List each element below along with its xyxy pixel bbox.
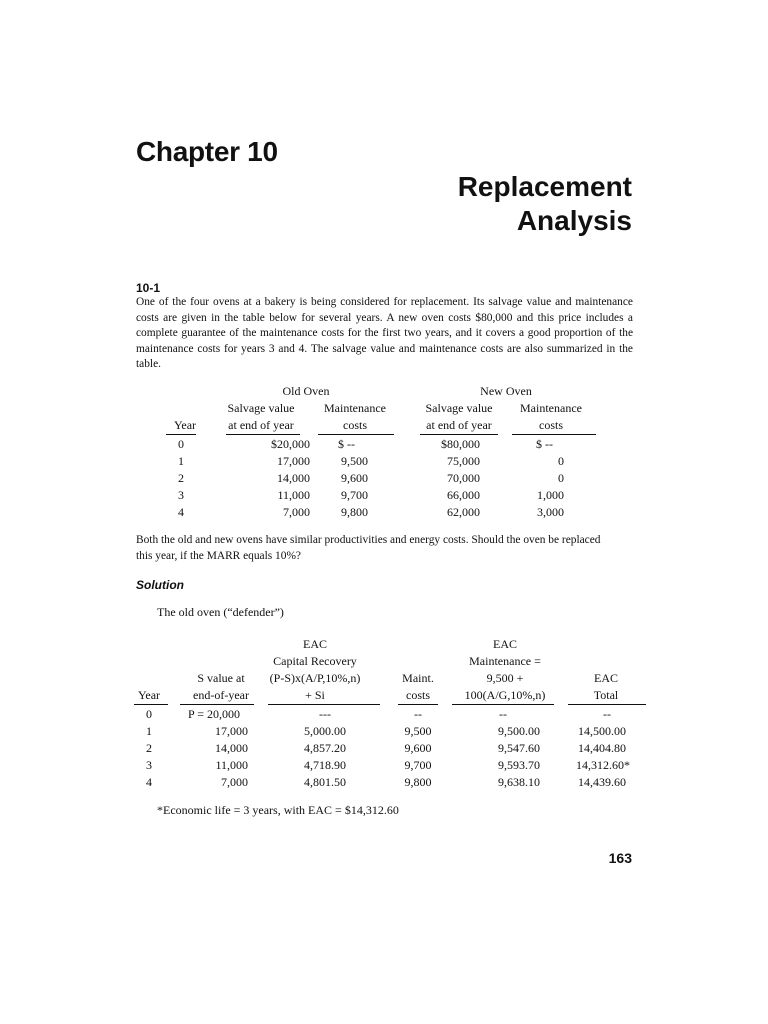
table2-cell: 9,700 bbox=[404, 758, 432, 772]
table2-cell: 3 bbox=[146, 758, 152, 772]
table1-header: costs bbox=[343, 418, 367, 432]
table2-cell: 14,439.60 bbox=[578, 775, 626, 789]
table1-header: Salvage value bbox=[227, 401, 295, 415]
table1-header-rule bbox=[512, 434, 596, 435]
table2-cell: 14,312.60* bbox=[576, 758, 630, 772]
table2-header: S value at bbox=[197, 671, 245, 685]
table2-header: EAC bbox=[493, 637, 517, 651]
table2-cell: 9,600 bbox=[404, 741, 432, 755]
table1-header: Maintenance bbox=[324, 401, 386, 415]
table2-cell: 9,547.60 bbox=[498, 741, 540, 755]
table2-cell: 4,857.20 bbox=[304, 741, 346, 755]
table2-cell: 14,404.80 bbox=[578, 741, 626, 755]
table2-cell: 17,000 bbox=[215, 724, 248, 738]
table2-cell: --- bbox=[319, 707, 331, 721]
table2-cell: P = 20,000 bbox=[188, 707, 240, 721]
chapter-title-line-1: Replacement bbox=[457, 171, 632, 202]
table1-header: at end of year bbox=[228, 418, 294, 432]
table2-header: end-of-year bbox=[193, 688, 249, 702]
table1-cell: 17,000 bbox=[277, 454, 310, 468]
table1-cell: 9,700 bbox=[341, 488, 368, 502]
chapter-title-line-2: Analysis bbox=[516, 205, 632, 236]
table1-cell: $80,000 bbox=[441, 437, 480, 451]
table2-header: 9,500 + bbox=[486, 671, 524, 685]
footnote: *Economic life = 3 years, with EAC = $14,312.60 bbox=[157, 803, 399, 817]
table1-header-rule bbox=[226, 434, 300, 435]
table2-header: EAC bbox=[303, 637, 327, 651]
table2-header: Year bbox=[137, 688, 161, 702]
table2-cell: 11,000 bbox=[215, 758, 248, 772]
table2-header: costs bbox=[406, 688, 430, 702]
table1-cell: 2 bbox=[178, 471, 184, 485]
table1-group-old-oven: Old Oven bbox=[282, 384, 330, 398]
table2-header: + Si bbox=[305, 688, 325, 702]
table2-header: Total bbox=[593, 688, 619, 702]
table2-cell: -- bbox=[603, 707, 611, 721]
table2-cell: 14,000 bbox=[215, 741, 248, 755]
table1-cell: 0 bbox=[178, 437, 184, 451]
table2-cell: 1 bbox=[146, 724, 152, 738]
table1-header: Year bbox=[173, 418, 197, 432]
table2-header-rule bbox=[180, 704, 254, 705]
table1-cell: 9,800 bbox=[341, 505, 368, 519]
table2-cell: 9,638.10 bbox=[498, 775, 540, 789]
table1-cell: 1,000 bbox=[537, 488, 564, 502]
table2-cell: -- bbox=[414, 707, 422, 721]
table2-cell: 9,593.70 bbox=[498, 758, 540, 772]
table2-header: (P-S)x(A/P,10%,n) bbox=[269, 671, 361, 685]
table2-cell: -- bbox=[499, 707, 507, 721]
page-number: 163 bbox=[608, 850, 632, 866]
table1-cell: 3,000 bbox=[537, 505, 564, 519]
table1-cell: 70,000 bbox=[447, 471, 480, 485]
table1-cell: 7,000 bbox=[283, 505, 310, 519]
table1-cell: 66,000 bbox=[447, 488, 480, 502]
table1-cell: $ -- bbox=[536, 437, 553, 451]
table2-cell: 9,500.00 bbox=[498, 724, 540, 738]
table2-header-rule bbox=[398, 704, 438, 705]
table2-cell: 7,000 bbox=[221, 775, 248, 789]
table2-header: Capital Recovery bbox=[273, 654, 357, 668]
table2-cell: 9,500 bbox=[404, 724, 432, 738]
table1-cell: 9,500 bbox=[341, 454, 368, 468]
table1-header-rule bbox=[166, 434, 196, 435]
question-text: Both the old and new ovens have similar productivities and energy costs. Should the oven be replaced this year, if the MARR equals 10%? bbox=[136, 534, 601, 562]
table2-cell: 0 bbox=[146, 707, 152, 721]
problem-text: One of the four ovens at a bakery is being considered for replacement. Its salvage value and maintenance costs are given in the table below for several years. A new oven costs $80,000 and this price includes a complete guarantee of the maintenance costs for the first two years, and it covers a good proportion of the maintenance costs for years 3 and 4. The salvage value and maintenance costs are also summarized in the table. bbox=[136, 296, 633, 370]
defender-label: The old oven (“defender”) bbox=[157, 605, 284, 619]
table1-cell: 4 bbox=[178, 505, 184, 519]
table2-header-rule bbox=[568, 704, 646, 705]
table1-cell: 14,000 bbox=[277, 471, 310, 485]
chapter-heading: Chapter 10 bbox=[136, 136, 278, 167]
table2-header: 100(A/G,10%,n) bbox=[464, 688, 546, 702]
table2-cell: 5,000.00 bbox=[304, 724, 346, 738]
table1-cell: 0 bbox=[558, 471, 564, 485]
table2-cell: 4 bbox=[146, 775, 152, 789]
table2-header: EAC bbox=[594, 671, 618, 685]
table1-cell: 3 bbox=[178, 488, 184, 502]
table2-header-rule bbox=[134, 704, 168, 705]
table2-cell: 2 bbox=[146, 741, 152, 755]
table1-header: Maintenance bbox=[520, 401, 582, 415]
table2-cell: 4,718.90 bbox=[304, 758, 346, 772]
table2-cell: 9,800 bbox=[404, 775, 432, 789]
table1-cell: $20,000 bbox=[271, 437, 310, 451]
table1-cell: 11,000 bbox=[277, 488, 310, 502]
table2-header: Maintenance = bbox=[469, 654, 541, 668]
table1-cell: $ -- bbox=[338, 437, 355, 451]
solution-heading: Solution bbox=[136, 578, 184, 592]
table1-header: Salvage value bbox=[425, 401, 493, 415]
table1-cell: 0 bbox=[558, 454, 564, 468]
table1-cell: 62,000 bbox=[447, 505, 480, 519]
table2-header: Maint. bbox=[402, 671, 434, 685]
table2-header-rule bbox=[268, 704, 380, 705]
table1-header-rule bbox=[318, 434, 394, 435]
table1-header: at end of year bbox=[426, 418, 492, 432]
problem-number: 10-1 bbox=[136, 281, 161, 295]
table1-header: costs bbox=[539, 418, 563, 432]
table1-cell: 1 bbox=[178, 454, 184, 468]
table2-header-rule bbox=[452, 704, 554, 705]
table1-group-new-oven: New Oven bbox=[480, 384, 532, 398]
table1-cell: 75,000 bbox=[447, 454, 480, 468]
chapter-title bbox=[458, 170, 632, 238]
table2-cell: 14,500.00 bbox=[578, 724, 626, 738]
table2-cell: 4,801.50 bbox=[304, 775, 346, 789]
table1-header-rule bbox=[420, 434, 498, 435]
table1-cell: 9,600 bbox=[341, 471, 368, 485]
